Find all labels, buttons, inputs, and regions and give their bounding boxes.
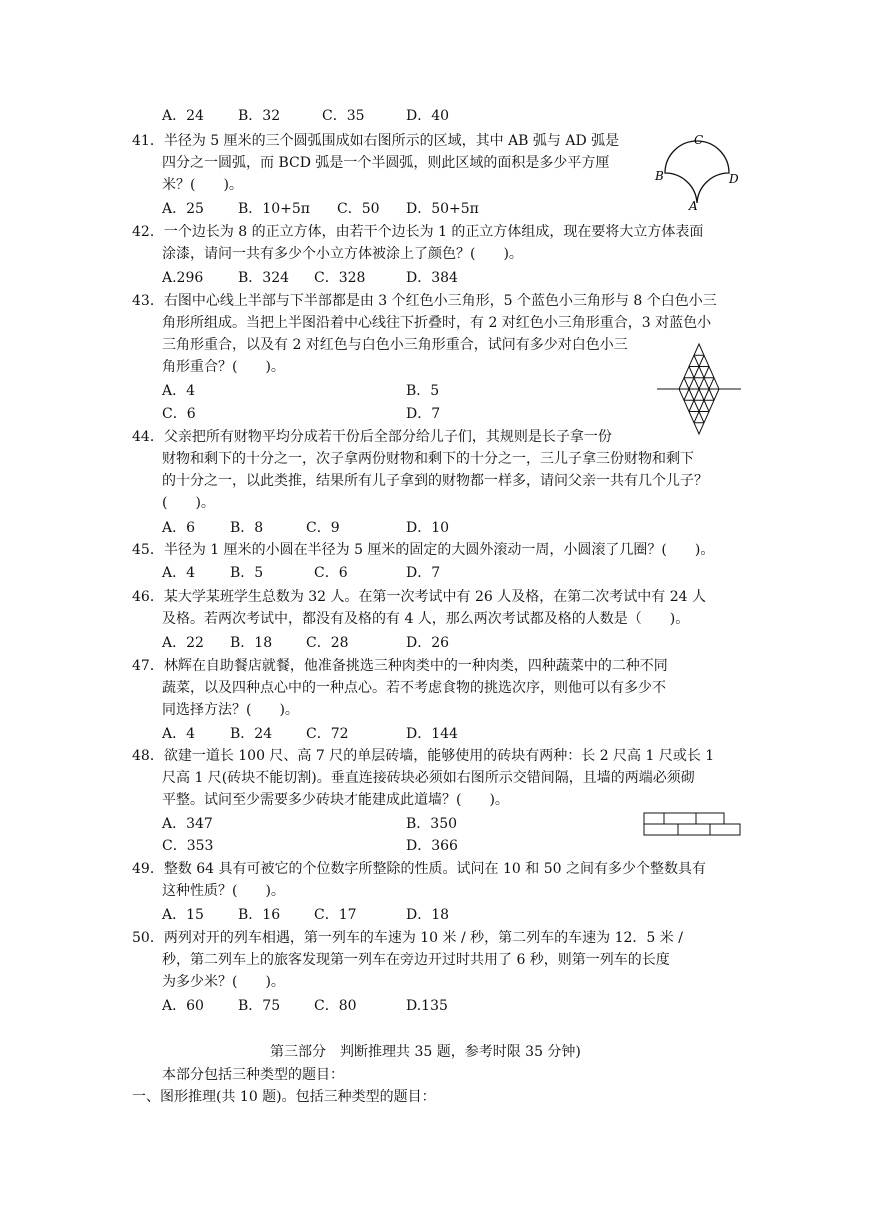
option: C．17 <box>314 907 357 923</box>
option: A．347 <box>162 816 213 832</box>
option: B．75 <box>238 998 281 1014</box>
question-43-text: 43．右图中心线上半部与下半部都是由 3 个红色小三角形，5 个蓝色小三角形与 8 个白色小三 <box>132 293 717 309</box>
subsection-title: 一、图形推理(共 10 题)。包括三种类型的题目： <box>132 1089 436 1105</box>
option: C．328 <box>314 270 366 286</box>
option: D．366 <box>406 838 458 854</box>
option: D．384 <box>406 270 458 286</box>
option: D．7 <box>406 406 441 422</box>
option: D．50+5π <box>406 201 479 217</box>
question-46-text: 及格。若两次考试中，都没有及格的有 4 人，那么两次考试都及格的人数是（ )。 <box>162 611 690 627</box>
question-41-text: 米？( )。 <box>162 177 243 193</box>
question-43-text: 三角形重合，以及有 2 对红色与白色小三角形重合，试问有多少对白色小三 <box>162 337 628 353</box>
triangle-grid-figure <box>657 340 741 440</box>
option: B．324 <box>238 270 290 286</box>
option: C．80 <box>314 998 357 1014</box>
option: B．350 <box>406 816 458 832</box>
question-44-text: 财物和剩下的十分之一，次子拿两份财物和剩下的十分之一，三儿子拿三份财物和剩下 <box>162 451 694 467</box>
option: D．10 <box>406 520 450 536</box>
option: D．26 <box>406 635 450 651</box>
option: C．35 <box>322 108 365 124</box>
question-46-text: 46．某大学某班学生总数为 32 人。在第一次考试中有 26 人及格，在第二次考试中有 24 人 <box>132 589 706 605</box>
option: B．10+5π <box>238 201 310 217</box>
question-47-text: 同选择方法？( )。 <box>162 702 299 718</box>
label-a: A <box>689 199 698 210</box>
question-41-text: 四分之一圆弧，而 BCD 弧是一个半圆弧，则此区域的面积是多少平方厘 <box>162 155 610 171</box>
label-c: C <box>694 133 704 147</box>
option: B．5 <box>406 383 440 399</box>
question-45-text: 45．半径为 1 厘米的小圆在半径为 5 厘米的固定的大圆外滚动一周，小圆滚了几圈？( )。 <box>132 542 715 558</box>
option: A．4 <box>162 383 196 399</box>
option: C．50 <box>337 201 380 217</box>
option: A．60 <box>162 998 204 1014</box>
option: C．28 <box>306 635 349 651</box>
question-49-text: 49．整数 64 具有可被它的个位数字所整除的性质。试问在 10 和 50 之间有多少个整数具有 <box>132 861 706 877</box>
option: A．4 <box>162 726 196 742</box>
option: B．16 <box>238 907 281 923</box>
option: D.135 <box>406 998 448 1014</box>
option: A．15 <box>162 907 204 923</box>
question-48-text: 尺高 1 尺(砖块不能切割)。垂直连接砖块必须如右图所示交错间隔，且墙的两端必须砌 <box>162 770 695 786</box>
label-d: D <box>729 172 739 186</box>
option: B．32 <box>238 108 281 124</box>
question-47-text: 47．林辉在自助餐店就餐，他准备挑选三种肉类中的一种肉类，四种蔬菜中的二种不同 <box>132 658 668 674</box>
section-heading: 第三部分 判断推理共 35 题，参考时限 35 分钟) <box>270 1044 581 1060</box>
option: C．6 <box>314 565 348 581</box>
question-50-text: 秒，第二列车上的旅客发现第一列车在旁边开过时共用了 6 秒，则第一列车的长度 <box>162 952 670 968</box>
question-49-text: 这种性质？( )。 <box>162 883 285 899</box>
option: D．18 <box>406 907 450 923</box>
option: A．6 <box>162 520 196 536</box>
option: B．18 <box>230 635 273 651</box>
label-b: B <box>655 169 664 183</box>
brick-wall-figure <box>642 812 742 838</box>
question-43-text: 角形所组成。当把上半图沿着中心线往下折叠时，有 2 对红色小三角形重合，3 对蓝色小 <box>162 315 712 331</box>
section-intro: 本部分包括三种类型的题目： <box>162 1067 344 1083</box>
question-41-text: 41．半径为 5 厘米的三个圆弧围成如右图所示的区域，其中 AB 弧与 AD 弧是 <box>132 133 620 149</box>
option: A.296 <box>162 270 204 286</box>
option: A．22 <box>162 635 204 651</box>
option: B．24 <box>230 726 273 742</box>
question-50-text: 为多少米？( )。 <box>162 974 285 990</box>
option: C．72 <box>306 726 349 742</box>
option: B．8 <box>230 520 264 536</box>
option: C．6 <box>162 406 196 422</box>
question-48-text: 48．欲建一道长 100 尺、高 7 尺的单层砖墙，能够使用的砖块有两种：长 2 尺高 1 尺或长 1 <box>132 748 715 764</box>
question-44-text: ( )。 <box>162 495 215 511</box>
option: A．4 <box>162 565 196 581</box>
question-50-text: 50．两列对开的列车相遇，第一列车的车速为 10 米 / 秒，第二列车的车速为 12．5 米 / <box>132 930 683 946</box>
question-42-text: 涂漆，请问一共有多少个小立方体被涂上了颜色？( )。 <box>162 246 523 262</box>
option: A．24 <box>162 108 204 124</box>
question-47-text: 蔬菜，以及四种点心中的一种点心。若不考虑食物的挑选次序，则他可以有多少不 <box>162 680 666 696</box>
option: C．9 <box>306 520 340 536</box>
arc-region-figure <box>652 130 742 210</box>
question-44-text: 44．父亲把所有财物平均分成若干份后全部分给儿子们，其规则是长子拿一份 <box>132 429 612 445</box>
question-42-text: 42．一个边长为 8 的正立方体，由若干个边长为 1 的正立方体组成，现在要将大立方体表面 <box>132 224 704 240</box>
question-44-text: 的十分之一，以此类推，结果所有儿子拿到的财物都一样多，请问父亲一共有几个儿子？ <box>162 473 708 489</box>
option: B．5 <box>230 565 264 581</box>
option: D．144 <box>406 726 458 742</box>
option: A．25 <box>162 201 204 217</box>
question-43-text: 角形重合？( )。 <box>162 359 285 375</box>
option: D．7 <box>406 565 441 581</box>
option: D．40 <box>406 108 450 124</box>
option: C．353 <box>162 838 214 854</box>
question-48-text: 平整。试问至少需要多少砖块才能建成此道墙？( )。 <box>162 792 509 808</box>
